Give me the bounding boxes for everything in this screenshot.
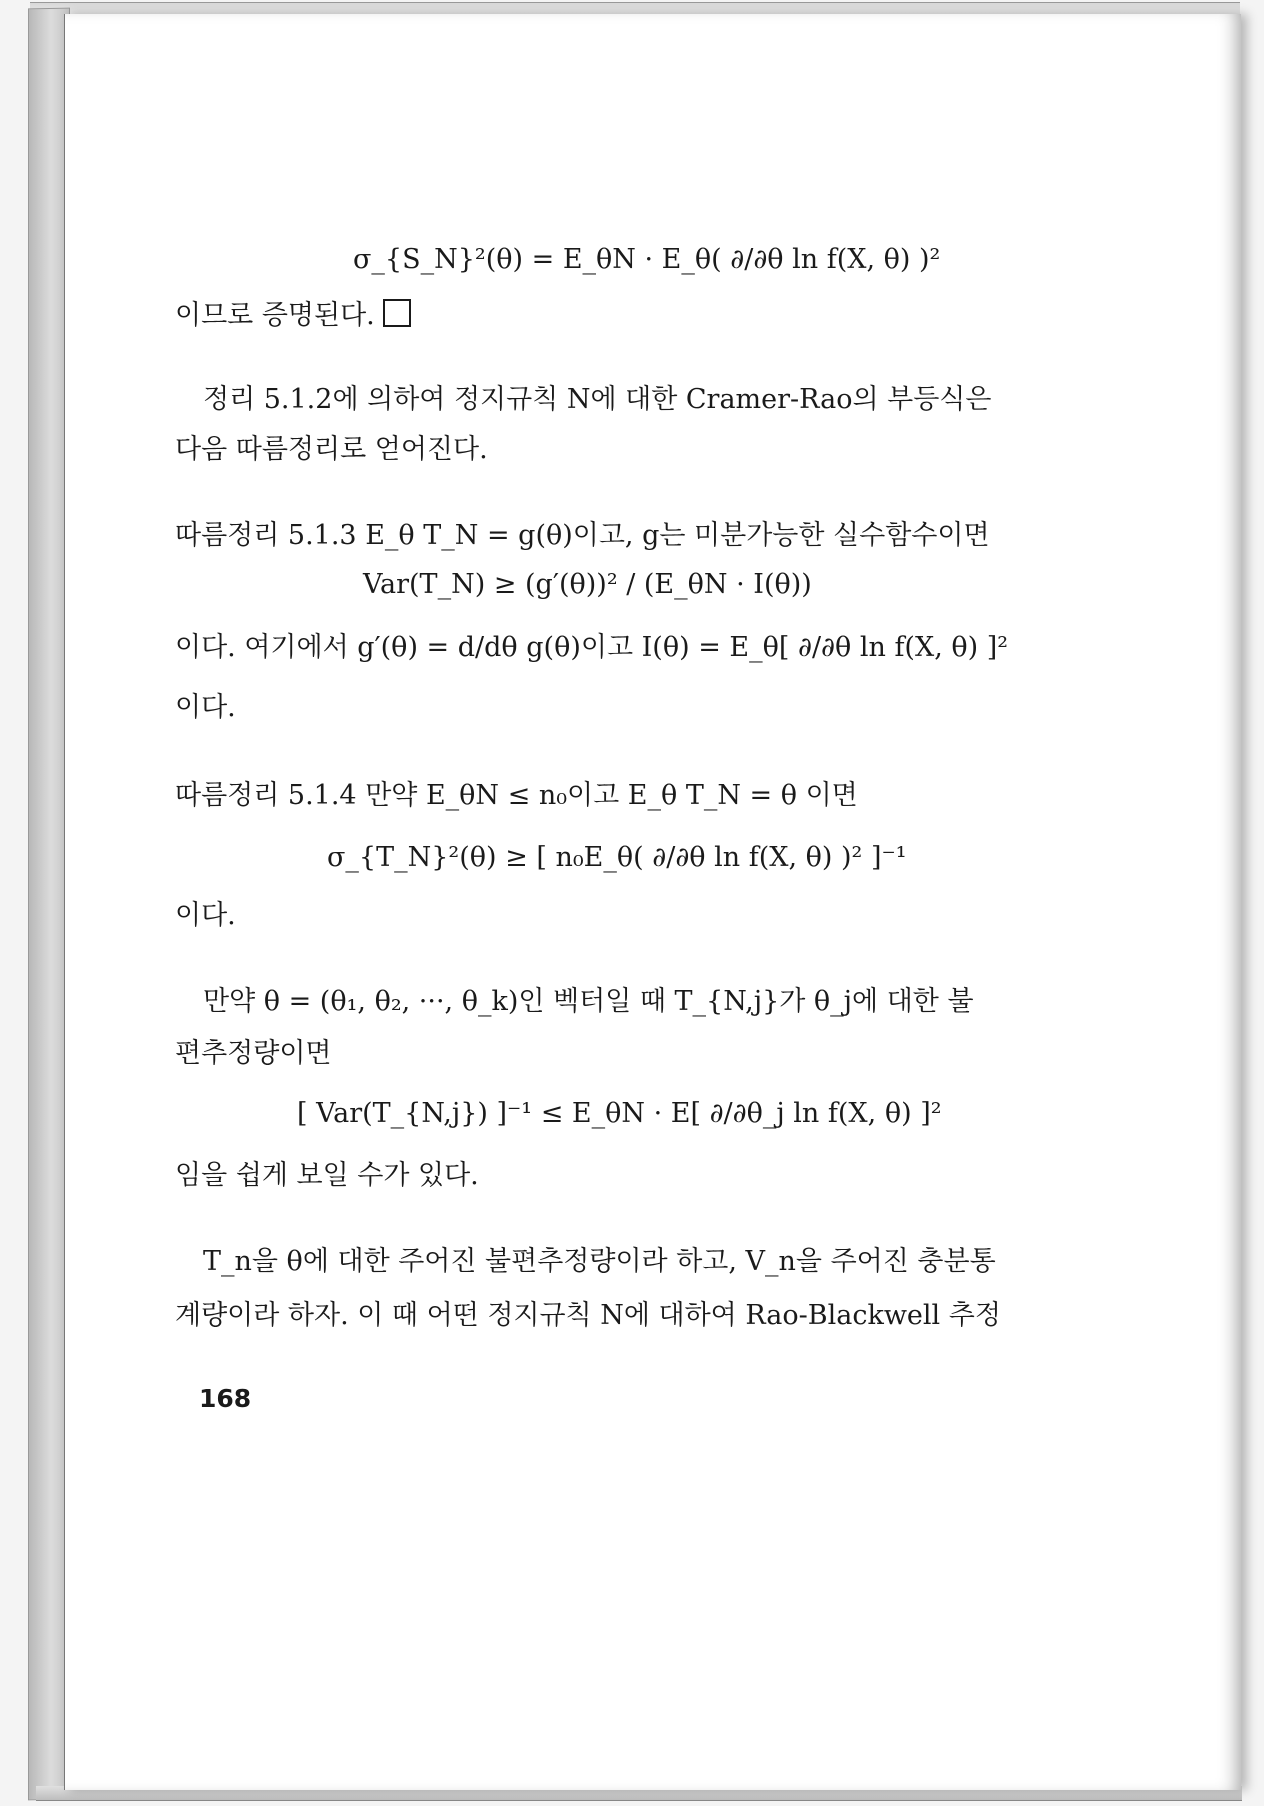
paragraph-3-line-1: T_n을 θ에 대한 주어진 불편추정량이라 하고, V_n을 주어진 충분통	[203, 1246, 996, 1277]
paragraph-1-line-2: 다음 따름정리로 얻어진다.	[175, 434, 488, 465]
corollary-5-1-3-heading: 따름정리 5.1.3 E_θ T_N = g(θ)이고, g는 미분가능한 실수함수이면	[175, 520, 990, 551]
equation-sigma-sn: σ_{S_N}²(θ) = E_θN · E_θ( ∂/∂θ ln f(X, θ) )²	[353, 244, 941, 275]
paragraph-3-line-2: 계량이라 하자. 이 때 어떤 정지규칙 N에 대하여 Rao-Blackwell 추정	[175, 1300, 1001, 1331]
paragraph-2-line-1: 만약 θ = (θ₁, θ₂, ···, θ_k)인 벡터일 때 T_{N,j}가 θ_j에 대한 불	[203, 986, 974, 1017]
book-page	[64, 14, 1241, 1790]
paragraph-2-line-3: 임을 쉽게 보일 수가 있다.	[175, 1160, 479, 1191]
equation-var-tn: Var(T_N) ≥ (g′(θ))² / (E_θN · I(θ))	[363, 569, 812, 600]
equation-var-tnj: [ Var(T_{N,j}) ]⁻¹ ≤ E_θN · E[ ∂/∂θ_j ln f(X, θ) ]²	[297, 1098, 942, 1129]
corollary-5-1-4-heading: 따름정리 5.1.4 만약 E_θN ≤ n₀이고 E_θ T_N = θ 이면	[175, 780, 858, 811]
proof-end-line	[175, 298, 411, 334]
corollary-5-1-3-definitions: 이다. 여기에서 g′(θ) = d/dθ g(θ)이고 I(θ) = E_θ[ ∂/∂θ ln f(X, θ) ]²	[175, 632, 1009, 663]
corollary-5-1-4-end: 이다.	[175, 900, 236, 931]
paragraph-2-line-2: 편추정량이면	[175, 1038, 332, 1069]
qed-box-icon	[383, 299, 411, 327]
page-number: 168	[199, 1384, 252, 1413]
proof-end-text: 이므로 증명된다.	[175, 300, 375, 331]
corollary-5-1-3-end: 이다.	[175, 692, 236, 723]
equation-sigma-tn: σ_{T_N}²(θ) ≥ [ n₀E_θ( ∂/∂θ ln f(X, θ) )² ]⁻¹	[327, 842, 907, 873]
paragraph-1-line-1: 정리 5.1.2에 의하여 정지규칙 N에 대한 Cramer-Rao의 부등식은	[203, 384, 992, 415]
